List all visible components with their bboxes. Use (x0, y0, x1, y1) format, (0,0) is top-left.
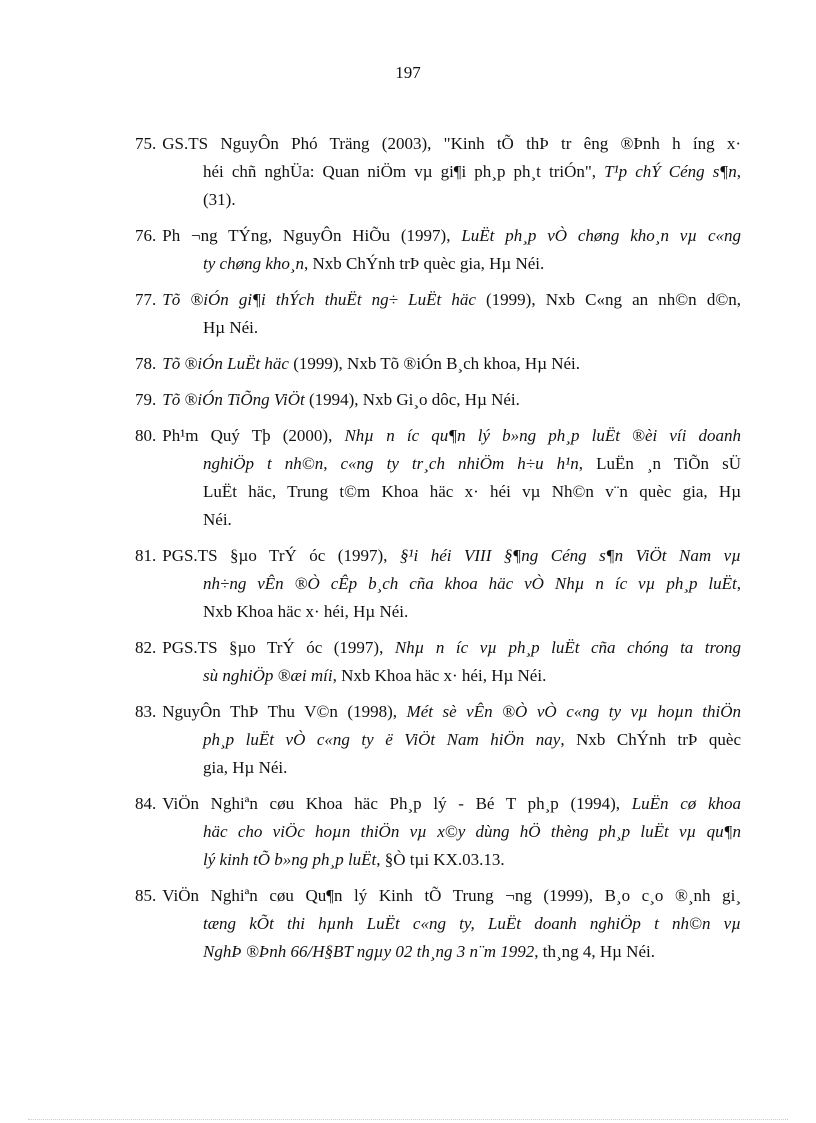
reference-title-text: ty chøng kho¸n (203, 254, 305, 273)
reference-text: , §Ò tµi KX.03.13. (376, 850, 505, 869)
reference-line (135, 882, 741, 910)
reference-text: Nxb Khoa häc x· héi, Hµ Néi. (203, 602, 409, 621)
reference-title-text: §¹i héi VIII §¶ng Céng s¶n ViÖt Nam vµ (399, 546, 742, 565)
reference-number: 77. (135, 290, 157, 309)
reference-line (135, 790, 741, 818)
reference-title-text: Tõ ®iÓn gi¶i thÝch thuËt ng÷ LuËt häc (162, 290, 476, 309)
reference-title-text: LuËn cø khoa (631, 794, 741, 813)
page-bottom-rule (28, 1119, 788, 1120)
reference-title-text: häc cho viÖc hoµn thiÖn vµ x©y dùng hÖ thèng ph¸p luËt vµ qu¶n (203, 822, 741, 841)
reference-text: , Nxb Khoa häc x· héi, Hµ Néi. (332, 666, 547, 685)
reference-number: 82. (135, 638, 157, 657)
reference-title-text: Nhµ n íc qu¶n lý b»ng ph¸p luËt ®èi víi doanh (344, 426, 741, 445)
reference-entry (135, 350, 741, 378)
reference-line (135, 542, 741, 570)
reference-text: (1994), Nxb Gi¸o dôc, Hµ Néi. (304, 390, 520, 409)
reference-number: 80. (135, 426, 157, 445)
reference-text: (31). (203, 190, 236, 209)
reference-entry (135, 698, 741, 782)
reference-line (135, 818, 741, 846)
reference-text: gia, Hµ Néi. (203, 758, 288, 777)
reference-line (135, 698, 741, 726)
reference-text: héi chñ nghÜa: Quan niÖm vµ gi¶i ph¸p ph¸t triÓn", (203, 162, 605, 181)
reference-number: 84. (135, 794, 157, 813)
reference-number: 76. (135, 226, 157, 245)
reference-line (135, 286, 741, 314)
reference-title-text: LuËt ph¸p vÒ chøng kho¸n vµ c«ng (461, 226, 741, 245)
reference-text: PGS.TS §µo TrÝ óc (1997), (162, 638, 395, 657)
reference-line (135, 662, 741, 690)
reference-text: , Nxb ChÝnh trÞ quèc (560, 730, 741, 749)
reference-number: 85. (135, 886, 157, 905)
reference-entry (135, 542, 741, 626)
reference-title-text: T¹p chÝ Céng s¶n (604, 162, 737, 181)
reference-title-text: lý kinh tÕ b»ng ph¸p luËt (203, 850, 377, 869)
reference-entry (135, 422, 741, 534)
reference-text: Ph¹m Quý Tþ (2000), (162, 426, 345, 445)
reference-line (135, 506, 741, 534)
reference-number: 83. (135, 702, 157, 721)
reference-text: Néi. (203, 510, 232, 529)
page-number: 197 (395, 63, 421, 82)
reference-line (135, 314, 741, 342)
reference-number: 81. (135, 546, 157, 565)
reference-text: , th¸ng 4, Hµ Néi. (534, 942, 655, 961)
reference-line (135, 754, 741, 782)
reference-text: NguyÔn ThÞ Thu V©n (1998), (162, 702, 407, 721)
reference-line (135, 846, 741, 874)
reference-line (135, 222, 741, 250)
reference-entry (135, 286, 741, 342)
reference-line (135, 186, 741, 214)
reference-entry (135, 222, 741, 278)
reference-text: , (736, 162, 741, 181)
reference-title-text: nghiÖp t nh©n, c«ng ty tr¸ch nhiÖm h÷u h¹n (203, 454, 579, 473)
reference-line (135, 910, 741, 938)
reference-title-text: Tõ ®iÓn TiÕng ViÖt (162, 390, 305, 409)
reference-entry (135, 634, 741, 690)
reference-line (135, 726, 741, 754)
reference-text: GS.TS NguyÔn Phó Träng (2003), "Kinh tÕ thÞ tr êng ®Þnh h íng x· (162, 134, 741, 153)
reference-text: PGS.TS §µo TrÝ óc (1997), (162, 546, 400, 565)
reference-line (135, 422, 741, 450)
reference-text: ViÖn Nghiªn cøu Khoa häc Ph¸p lý - Bé T ph¸p (1994), (162, 794, 632, 813)
reference-number: 75. (135, 134, 157, 153)
reference-title-text: Mét sè vÊn ®Ò vÒ c«ng ty vµ hoµn thiÖn (406, 702, 742, 721)
reference-text: , (736, 574, 741, 593)
reference-line (135, 250, 741, 278)
reference-line (135, 450, 741, 478)
reference-line (135, 634, 741, 662)
reference-line (135, 478, 741, 506)
reference-number: 79. (135, 390, 157, 409)
reference-title-text: Nhµ n íc vµ ph¸p luËt cña chóng ta trong (394, 638, 741, 657)
reference-entry (135, 130, 741, 214)
reference-line (135, 350, 741, 378)
reference-line (135, 598, 741, 626)
reference-text: , LuËn ¸n TiÕn sÜ (578, 454, 741, 473)
reference-entry (135, 790, 741, 874)
reference-text: LuËt häc, Trung t©m Khoa häc x· héi vµ Nh©n v¨n quèc gia, Hµ (203, 482, 741, 501)
reference-text: Ph ¬ng TÝng, NguyÔn HiÕu (1997), (162, 226, 462, 245)
reference-title-text: Tõ ®iÓn LuËt häc (162, 354, 289, 373)
reference-list (135, 130, 741, 974)
reference-entry (135, 386, 741, 414)
reference-line (135, 130, 741, 158)
reference-text: Hµ Néi. (203, 318, 259, 337)
reference-text: B¸o c¸o ®¸nh gi¸ (604, 886, 741, 905)
reference-text: ViÖn Nghiªn cøu Qu¶n lý Kinh tÕ Trung ¬ng (1999), (162, 886, 605, 905)
reference-line (135, 158, 741, 186)
reference-text: (1999), Nxb Tõ ®iÓn B¸ch khoa, Hµ Néi. (288, 354, 581, 373)
reference-title-text: sù nghiÖp ®æi míi (203, 666, 333, 685)
reference-number: 78. (135, 354, 157, 373)
reference-title-text: nh÷ng vÊn ®Ò cÊp b¸ch cña khoa häc vÒ Nhµ n íc vµ ph¸p luËt (203, 574, 737, 593)
reference-text: , Nxb ChÝnh trÞ quèc gia, Hµ Néi. (304, 254, 545, 273)
reference-title-text: tæng kÕt thi hµnh LuËt c«ng ty, LuËt doanh nghiÖp t nh©n vµ (203, 914, 741, 933)
reference-line (135, 386, 741, 414)
reference-text: (1999), Nxb C«ng an nh©n d©n, (475, 290, 741, 309)
reference-title-text: NghÞ ®Þnh 66/H§BT ngµy 02 th¸ng 3 n¨m 1992 (203, 942, 535, 961)
reference-line (135, 938, 741, 966)
reference-line (135, 570, 741, 598)
reference-entry (135, 882, 741, 966)
reference-title-text: ph¸p luËt vÒ c«ng ty ë ViÖt Nam hiÖn nay (203, 730, 561, 749)
